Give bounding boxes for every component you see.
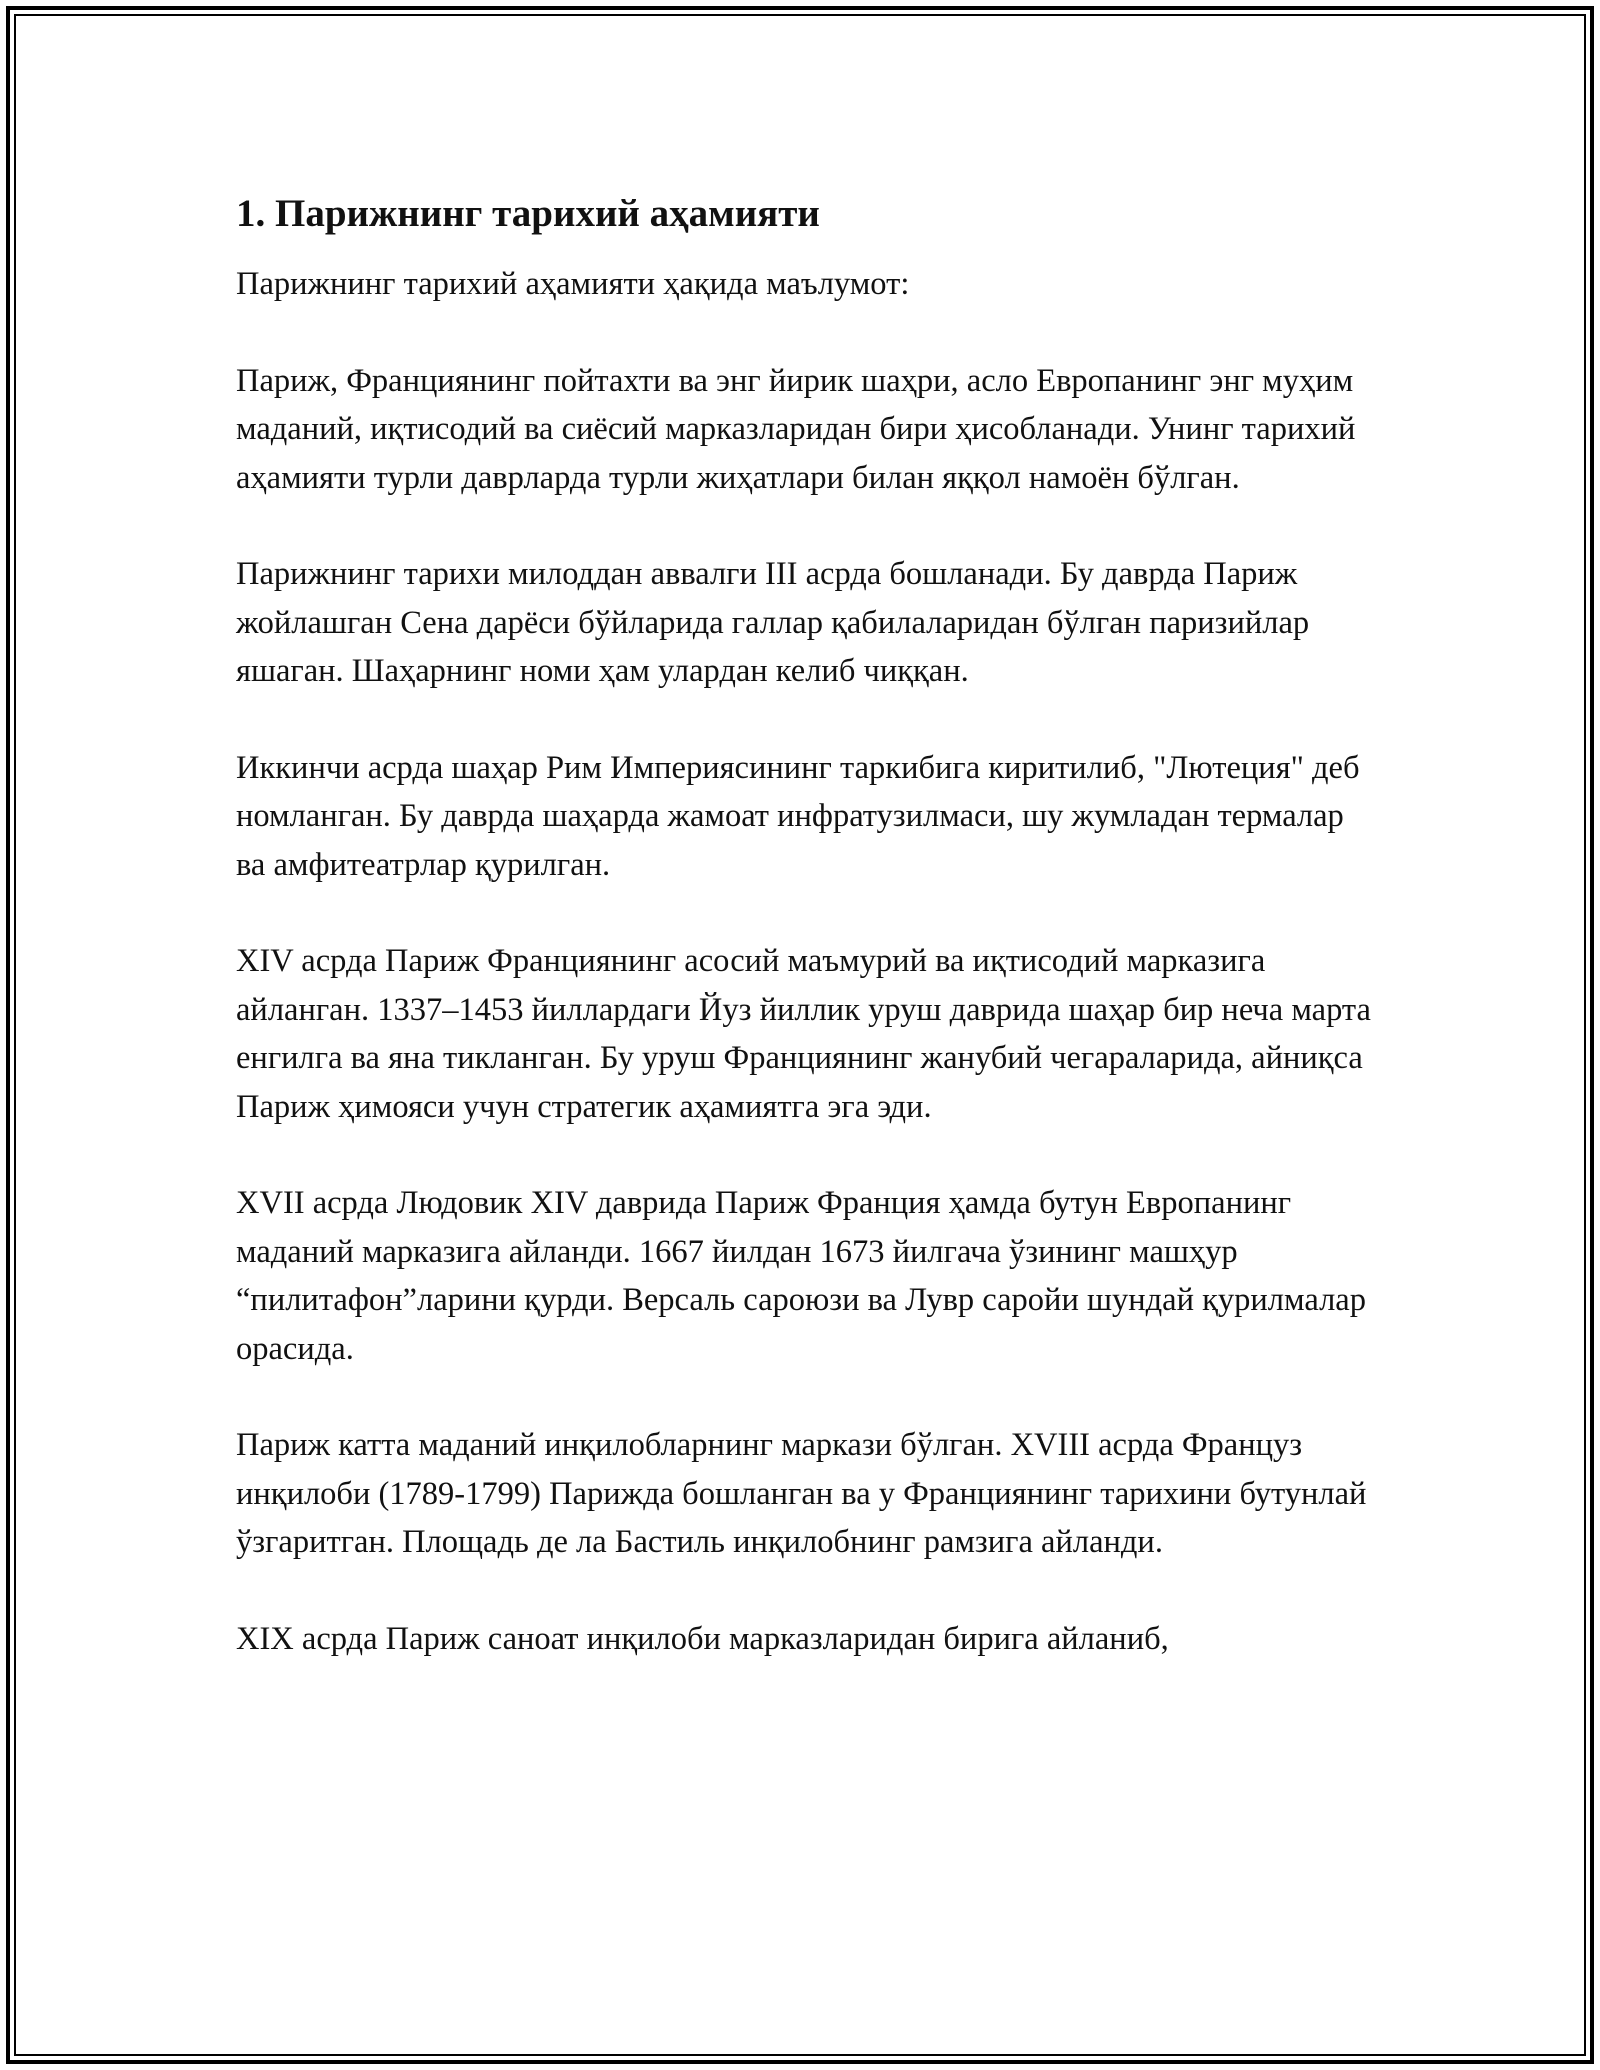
document-title: 1. Парижнинг тарихий аҳамияти <box>236 192 820 235</box>
paragraph-19th-century: XIX асрда Париж саноат инқилоби марказларидан бирига айланиб, <box>236 1620 1169 1657</box>
paragraph-revolution: Париж катта маданий инқилобларнинг маркази бўлган. XVIII асрда Француз инқилоби (1789-1799) Парижда бошланган ва у Франциянинг тарихини бутунлай ўзгаритган. Площадь де ла Бастиль инқилобнинг рамзига айланди. <box>236 1427 1367 1560</box>
paragraph-overview: Париж, Франциянинг пойтахти ва энг йирик шаҳри, асло Европанинг энг муҳим маданий, иқтисодий ва сиёсий марказларидан бири ҳисобланади. Унинг тарихий аҳамияти турли даврларда турли жиҳатлари билан яққол намоён бўлган. <box>236 362 1356 496</box>
document-body <box>236 186 1376 1711</box>
paragraph-17th-century: XVII асрда Людовик XIV даврида Париж Франция ҳамда бутун Европанинг маданий марказига айланди. 1667 йилдан 1673 йилгача ўзининг машҳур “пилитафон”ларини қурди. Версаль сароюзи ва Лувр саройи шундай қурилмалар орасида. <box>236 1185 1366 1367</box>
paragraph-intro: Парижнинг тарихий аҳамияти ҳақида маълумот: <box>236 266 910 302</box>
paragraph-14th-century: XIV асрда Париж Франциянинг асосий маъмурий ва иқтисодий марказига айланган. 1337–1453 йиллардаги Йуз йиллик уруш даврида шаҳар бир неча марта енгилга ва яна тикланган. Бу уруш Франциянинг жанубий чегараларида, айниқса Париж ҳимояси учун стратегик аҳамиятга эга эди. <box>236 943 1371 1125</box>
paragraph-origins: Парижнинг тарихи милоддан аввалги III асрда бошланади. Бу даврда Париж жойлашган Сена дарёси бўйларида галлар қабилаларидан бўлган паризийлар яшаган. Шаҳарнинг номи ҳам улардан келиб чиққан. <box>236 556 1310 689</box>
paragraph-roman-era: Иккинчи асрда шаҳар Рим Империясининг таркибига киритилиб, "Лютеция" деб номланган. Бу даврда шаҳарда жамоат инфратузилмаси, шу жумладан термалар ва амфитеатрлар қурилган. <box>236 749 1360 883</box>
